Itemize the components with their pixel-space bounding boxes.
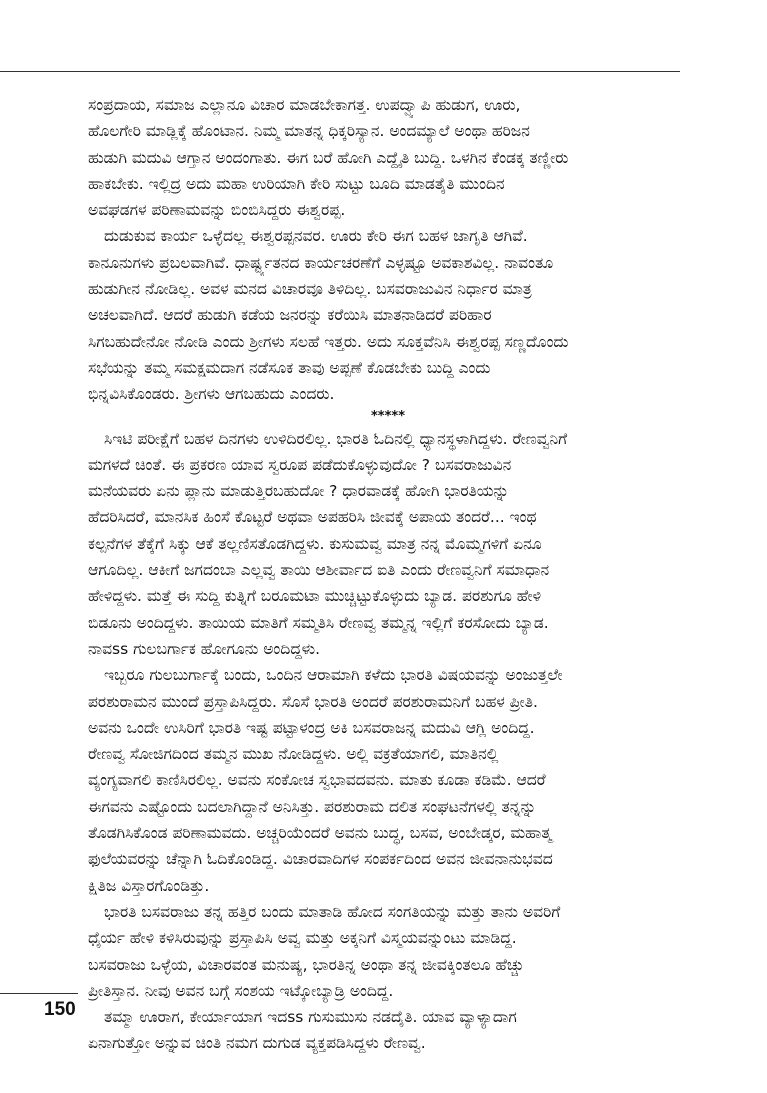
text-line: ಆಗೂದಿಲ್ಲ. ಆಕೀಗೆ ಜಗದಂಬಾ ಎಲ್ಲವ್ವ ತಾಯಿ ಆಶೀರ್ವಾದ ಐತಿ ಎಂದು ರೇಣವ್ವನಿಗೆ ಸಮಾಧಾನ: [88, 561, 550, 580]
text-line: ರೇಣವ್ವ ಸೋಜಿಗದಿಂದ ತಮ್ಮನ ಮುಖ ನೋಡಿದ್ದಳು. ಅಲ್ಲಿ ವಕ್ರತೆಯಾಗಲಿ, ಮಾತಿನಲ್ಲಿ: [88, 745, 499, 764]
text-line: ಹುಡುಗೀನ ನೋಡಿಲ್ಲ. ಅವಳ ಮನದ ವಿಚಾರವೂ ತಿಳಿದಿಲ್ಲ. ಬಸವರಾಜುವಿನ ನಿರ್ಧಾರ ಮಾತ್ರ: [88, 280, 532, 299]
text-line: ತೊಡಗಿಸಿಕೊಂಡ ಪರಿಣಾಮವದು. ಅಚ್ಚರಿಯೆಂದರೆ ಅವನು ಬುದ್ಧ, ಬಸವ, ಅಂಬೇಡ್ಕರ, ಮಹಾತ್ಮ: [88, 824, 552, 843]
text-line: ನಾವss ಗುಲಬರ್ಗಾಕ ಹೋಗೂನು ಅಂದಿದ್ದಳು.: [88, 639, 321, 658]
text-line: ಏನಾಗುತ್ತೋ ಅನ್ನುವ ಚಿಂತಿ ನಮಗ ದುಗುಡ ವ್ಯಕ್ತಪಡಿಸಿದ್ದಳು ರೇಣವ್ವ.: [88, 1034, 426, 1053]
text-line: ಈಗವನು ಎಷ್ಟೊಂದು ಬದಲಾಗಿದ್ದಾನೆ ಅನಿಸಿತ್ತು. ಪರಶುರಾಮ ದಲಿತ ಸಂಘಟನೆಗಳಲ್ಲಿ ತನ್ನನ್ನು: [88, 797, 537, 816]
text-line: ತಮ್ಮಾ ಊರಾಗ, ಕೇರ್ಯಾಯಾಗ ಇದss ಗುಸುಮುಸು ನಡದೈತಿ. ಯಾವ ವ್ಯಾಳ್ಯಾದಾಗ: [104, 1008, 517, 1027]
page-number: 150: [44, 999, 76, 1020]
section-separator: *****: [371, 408, 405, 424]
text-line: ಮನೆಯವರು ಏನು ಪ್ಲಾನು ಮಾಡುತ್ತಿರಬಹುದೋ ? ಧಾರವಾಡಕ್ಕೆ ಹೋಗಿ ಭಾರತಿಯನ್ನು: [88, 482, 510, 501]
text-line: ಹುಡುಗಿ ಮದುವಿ ಆಗ್ತಾನ ಅಂದಂಗಾತು. ಈಗ ಬರೆ ಹೋಗಿ ಎದ್ದೈತಿ ಬುದ್ದಿ. ಒಳಗಿನ ಕೆಂಡಕ್ಕ ತಣ್ಣೀರು: [88, 148, 569, 167]
text-line: ಅವಘಡಗಳ ಪರಿಣಾಮವನ್ನು ಬಿಂಬಿಸಿದ್ದರು ಈಶ್ವರಪ್ಪ.: [88, 201, 346, 220]
text-line: ಮಗಳದೆ ಚಿಂತೆ. ಈ ಪ್ರಕರಣ ಯಾವ ಸ್ವರೂಪ ಪಡೆದುಕೊಳ್ಳುವುದೋ ? ಬಸವರಾಜುವಿನ: [88, 455, 512, 474]
text-line: ಕಾನೂನುಗಳು ಪ್ರಬಲವಾಗಿವೆ. ಧಾರ್ಷ್ಟ್ಯತನದ ಕಾರ್ಯಚರಣೆಗೆ ಎಳ್ಳಷ್ಟೂ ಅವಕಾಶವಿಲ್ಲ. ನಾವಂತೂ: [88, 253, 554, 272]
text-line: ವ್ಯಂಗ್ಯವಾಗಲಿ ಕಾಣಿಸಿರಲಿಲ್ಲ. ಅವನು ಸಂಕೋಚ ಸ್ವಭಾವದವನು. ಮಾತು ಕೂಡಾ ಕಡಿಮೆ. ಆದರೆ: [88, 771, 546, 790]
text-line: ಕ್ಷಿತಿಜ ವಿಸ್ತಾರಗೊಂಡಿತ್ತು.: [88, 876, 210, 895]
text-line: ಧೈರ್ಯ ಹೇಳಿ ಕಳಿಸಿರುವುನ್ನು ಪ್ರಸ್ತಾಪಿಸಿ ಅವ್ವ ಮತ್ತು ಅಕ್ಕನಿಗೆ ವಿಸ್ಮಯವನ್ನುಂಟು ಮಾಡಿದ್ದ.: [88, 929, 517, 948]
footer-rule: [0, 993, 78, 994]
text-line: ಇಬ್ಬರೂ ಗುಲಬುರ್ಗಾಕ್ಕೆ ಬಂದು, ಒಂದಿನ ಆರಾಮಾಗಿ ಕಳೆದು ಭಾರತಿ ವಿಷಯವನ್ನು ಅಂಜುತ್ತಲೇ: [104, 666, 563, 685]
text-line: ಪರಶುರಾಮನ ಮುಂದೆ ಪ್ರಸ್ತಾಪಿಸಿದ್ದರು. ಸೊಸೆ ಭಾರತಿ ಅಂದರೆ ಪರಶುರಾಮನಿಗೆ ಬಹಳ ಪ್ರೀತಿ.: [88, 692, 538, 711]
text-line: ಸಂಪ್ರದಾಯ, ಸಮಾಜ ಎಲ್ಲಾನೂ ವಿಚಾರ ಮಾಡಬೇಕಾಗತ್ತ. ಉಪದ್ವ್ಯಾಪಿ ಹುಡುಗ, ಊರು,: [88, 96, 521, 114]
text-line: ಸಿಗಬಹುದೇನೋ ನೋಡಿ ಎಂದು ಶ್ರೀಗಳು ಸಲಹೆ ಇತ್ತರು. ಅದು ಸೂಕ್ತವೆನಿಸಿ ಈಶ್ವರಪ್ಪ ಸಣ್ಣದೊಂದು: [88, 332, 569, 351]
text-line: ಹೇಳಿದ್ದಳು. ಮತ್ತೆ ಈ ಸುದ್ದಿ ಕುತ್ನಿಗೆ ಬರೂಮಟಾ ಮುಚ್ಚಿಟ್ಟುಕೊಳ್ಳುದು ಬ್ಯಾಡ. ಪರಶುಗೂ ಹೇಳಿ: [88, 587, 542, 606]
text-line: ಭಿನ್ನವಿಸಿಕೊಂಡರು. ಶ್ರೀಗಳು ಆಗಬಹುದು ಎಂದರು.: [88, 385, 335, 404]
text-line: ಹೊಲಗೇರಿ ಮಾಡ್ಲಿಕ್ಕೆ ಹೊಂಟಾನ. ನಿಮ್ಮ ಮಾತನ್ನ ಧಿಕ್ಕರಿಸ್ಯಾನ. ಅಂದಮ್ಯಾಲೆ ಅಂಥಾ ಹರಿಜನ: [88, 122, 530, 141]
text-line: ಸಿಇಟಿ ಪರೀಕ್ಷೆಗೆ ಬಹಳ ದಿನಗಳು ಉಳಿದಿರಲಿಲ್ಲ. ಭಾರತಿ ಓದಿನಲ್ಲಿ ಧ್ಯಾನಸ್ಥಳಾಗಿದ್ದಳು. ರೇಣವ್ವನಿಗೆ: [104, 429, 568, 448]
text-line: ಕಲ್ಪನೆಗಳ ತೆಕ್ಕೆಗೆ ಸಿಕ್ಕು ಆಕೆ ತಲ್ಲಣಿಸತೊಡಗಿದ್ದಳು. ಕುಸುಮವ್ವ ಮಾತ್ರ ನನ್ನ ಮೊಮ್ಮಗಳಿಗೆ ಏನೂ: [88, 534, 542, 553]
text-line: ಬಿಡೂನು ಅಂದಿದ್ದಳು. ತಾಯಿಯ ಮಾತಿಗೆ ಸಮ್ಮತಿಸಿ ರೇಣವ್ವ ತಮ್ಮನ್ನ ಇಲ್ಲಿಗೆ ಕರಸೋದು ಬ್ಯಾಡ.: [88, 613, 549, 632]
text-line: ಬಸವರಾಜು ಒಳ್ಳೆಯ, ವಿಚಾರವಂತ ಮನುಷ್ಯ, ಭಾರತಿನ್ನ ಅಂಥಾ ತನ್ನ ಜೀವಕ್ಕಿಂತಲೂ ಹೆಚ್ಚು: [88, 955, 524, 974]
text-line: ಅವನು ಒಂದೇ ಉಸಿರಿಗೆ ಭಾರತಿ ಇಷ್ಟ ಪಟ್ಟಾಳಂದ್ರ ಅಕಿ ಬಸವರಾಜನ್ನ ಮದುವಿ ಆಗ್ಲಿ ಅಂದಿದ್ದ.: [88, 718, 535, 737]
text-line: ದುಡುಕುವ ಕಾರ್ಯ ಒಳ್ಳೆದಲ್ಲ ಈಶ್ವರಪ್ಪನವರ. ಊರು ಕೇರಿ ಈಗ ಬಹಳ ಜಾಗೃತಿ ಆಗಿವೆ.: [104, 227, 528, 246]
text-line: ಹಾಕಬೇಕು. ಇಲ್ಲಿದ್ರ ಅದು ಮಹಾ ಉರಿಯಾಗಿ ಕೇರಿ ಸುಟ್ಟು ಬೂದಿ ಮಾಡತೈತಿ ಮುಂದಿನ: [88, 174, 505, 193]
header-rule: [0, 71, 680, 72]
text-line: ಸಭೆಯನ್ನು ತಮ್ಮ ಸಮಕ್ಷಮದಾಗ ನಡೆಸೂಕ ತಾವು ಅಪ್ಪಣೆ ಕೊಡಬೇಕು ಬುದ್ದಿ ಎಂದು: [88, 358, 491, 377]
text-line: ಫುಲೆಯವರನ್ನು ಚೆನ್ನಾಗಿ ಓದಿಕೊಂಡಿದ್ದ. ವಿಚಾರವಾದಿಗಳ ಸಂಪರ್ಕದಿಂದ ಅವನ ಜೀವನಾನುಭವದ: [88, 850, 553, 869]
body-text: [88, 92, 688, 1057]
text-line: ಅಚಲವಾಗಿದೆ. ಆದರೆ ಹುಡುಗಿ ಕಡೆಯ ಜನರನ್ನು ಕರೆಯಿಸಿ ಮಾತನಾಡಿದರೆ ಪರಿಹಾರ: [88, 306, 492, 325]
text-line: ಪ್ರೀತಿಸ್ತಾನ. ನೀವು ಅವನ ಬಗ್ಗೆ ಸಂಶಯ ಇಟ್ಕೋಬ್ಯಾಡ್ರಿ ಅಂದಿದ್ದ.: [88, 981, 394, 1000]
text-line: ಹೆದರಿಸಿದರೆ, ಮಾನಸಿಕ ಹಿಂಸೆ ಕೊಟ್ಟರೆ ಅಥವಾ ಅಪಹರಿಸಿ ಜೀವಕ್ಕೆ ಅಪಾಯ ತಂದರೆ... ಇಂಥ: [88, 508, 537, 527]
text-line: ಭಾರತಿ ಬಸವರಾಜು ತನ್ನ ಹತ್ತಿರ ಬಂದು ಮಾತಾಡಿ ಹೋದ ಸಂಗತಿಯನ್ನು ಮತ್ತು ತಾನು ಅವರಿಗೆ: [104, 902, 561, 921]
